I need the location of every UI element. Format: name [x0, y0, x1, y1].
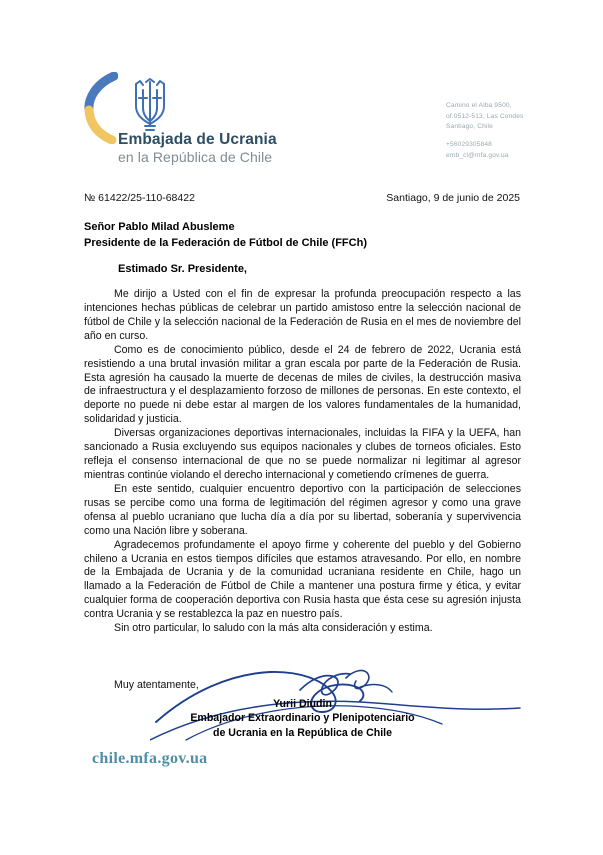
addressee-name: Señor Pablo Milad Abusleme [84, 221, 235, 233]
address-line-2: of.0512-513, Las Condes [446, 112, 524, 120]
addressee-block [84, 220, 367, 251]
signer-title-line-1: Embajador Extraordinario y Plenipotenciario [190, 712, 415, 725]
address-line-3: Santiago, Chile [446, 123, 493, 131]
embassy-name-secondary: en la República de Chile [118, 148, 273, 165]
salutation: Estimado Sr. Presidente, [118, 263, 247, 275]
letter-body [84, 288, 521, 636]
letterhead [0, 0, 603, 180]
embassy-name-block [118, 131, 277, 166]
body-paragraph: Como es de conocimiento público, desde el 24 de febrero de 2022, Ucrania está resistiendo a una brutal invasión militar a gran escala por parte de la Federación de Rusia. Esta agresión ha causado la muerte de decenas de miles de civiles, la destrucción masiva de infraestructura y el desplazamiento forzoso de millones de personas. En este contexto, el deporte no puede ni debe estar al margen de los valores fundamentales de la humanidad, solidaridad y justicia. [84, 343, 521, 426]
signer-name: Yurii Diudin [273, 698, 332, 710]
blue-yellow-arc-icon [84, 72, 118, 144]
addressee-title: Presidente de la Federación de Fútbol de Chile (FFCh) [84, 236, 367, 249]
address-line-1: Camino el Alba 9500, [446, 102, 512, 109]
body-paragraph: Agradecemos profundamente el apoyo firme y coherente del pueblo y del Gobierno chileno a Ucrania en estos tiempos difíciles que estamos atravesando. Por ello, en nombre de la Embajada de Ucrania y de la comunidad ucraniana residente en Chile, hago un llamado a la Federación de Fútbol de Chile a mantener una postura firme y ética, y evitar cualquier forma de cooperación deportiva con Rusia hasta que ésta cese su agresión injusta contra Ucrania y se restablezca la paz en nuestro país. [84, 538, 521, 621]
phone-number: +56029305848 [446, 141, 492, 149]
footer-website-link[interactable]: chile.mfa.gov.ua [92, 750, 208, 767]
ukraine-tryzub-icon [128, 76, 172, 134]
email-address: emb_cl@mfa.gov.ua [446, 151, 509, 159]
embassy-name-primary: Embajada de Ucrania [118, 131, 277, 148]
signer-block [84, 697, 521, 740]
body-paragraph: Sin otro particular, lo saludo con la más alta consideración y estima. [114, 622, 433, 635]
reference-number: № 61422/25-110-68422 [84, 192, 195, 204]
sign-off: Muy atentamente, [114, 679, 199, 691]
signer-title-line-2: de Ucrania en la República de Chile [213, 726, 392, 739]
letter-meta-row [84, 192, 520, 204]
contact-info [446, 101, 524, 161]
closing-block [84, 667, 521, 693]
place-and-date: Santiago, 9 de junio de 2025 [386, 192, 520, 204]
body-paragraph: En este sentido, cualquier encuentro deportivo con la participación de selecciones rusas se percibe como una forma de legitimación del régimen agresor y como una grave ofensa al pueblo ucraniano que lucha día a día por su libertad, soberanía y supervivencia como una Nación libre y soberana. [84, 482, 521, 537]
contact-spacer [446, 133, 524, 140]
body-paragraph: Me dirijo a Usted con el fin de expresar la profunda preocupación respecto a las intenciones hechas públicas de celebrar un partido amistoso entre la selección nacional de fútbol de Chile y la selección nacional de la Federación de Rusia en el mes de noviembre del año en curso. [84, 288, 521, 342]
body-paragraph: Diversas organizaciones deportivas internacionales, incluidas la FIFA y la UEFA, han sancionado a Rusia excluyendo sus equipos nacionales y clubes de torneos oficiales. Esto refleja el consenso internacional de que no se puede normalizar ni legitimar al agresor mientras continúe violando el derecho internacional y cometiendo crímenes de guerra. [84, 427, 521, 481]
